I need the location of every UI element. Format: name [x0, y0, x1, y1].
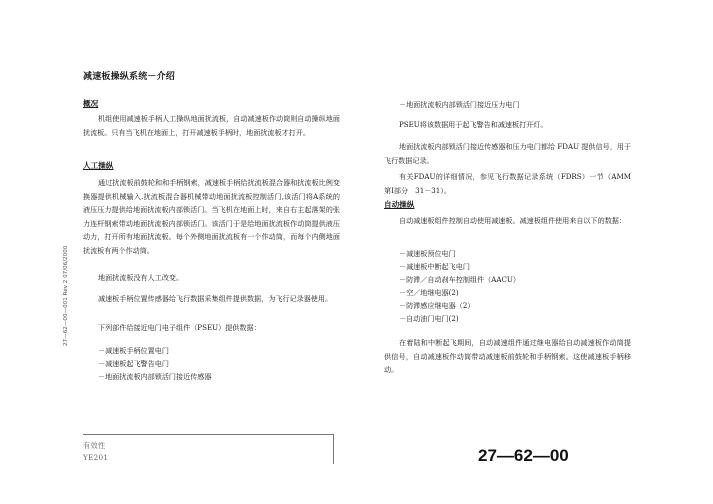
heading-manual-operation: 人工操纵 [83, 161, 114, 170]
list-item: －空／地继电器(2) [399, 288, 459, 297]
page-title: 减速板操纵系统－介绍 [83, 72, 176, 82]
margin-document-code: 27—62—00—001 Rev 2 07/06/2000 [63, 245, 69, 346]
effectivity-value: YE201 [83, 453, 109, 462]
list-item: －地面扰流板内部锁活门接近传感器 [98, 372, 212, 381]
list-item: －自动油门电门(2) [399, 314, 459, 323]
list-item: －减速板起飞警告电门 [98, 359, 169, 368]
footer-effectivity [83, 440, 108, 464]
paragraph-overview: 机组使用减速板手柄人工操纵地面扰流板，自动减速板作动筒则自动操纵地面扰流板。只有当飞机在地面上，打开减速板手柄时，地面扰流板才打开。 [83, 114, 340, 137]
list-item: －减速板中断起飞电门 [399, 262, 470, 271]
paragraph-position-sensor: 减速板手柄位置传感器给飞行数据采集组件提供数据，为飞行记录器使用。 [98, 294, 333, 303]
list-item: －防滞感应继电器（2） [399, 301, 475, 310]
paragraph-fdau: 地面扰流板内部锁活门接近传感器和压力电门都给 FDAU 提供信号，用于飞行数据记录。 [384, 142, 631, 165]
paragraph-manual-operation: 通过扰流板前鼓轮和和手柄钢索，减速板手柄给扰流板混合器和扰流板比例变换器提供机械输入.扰流板混合器机械带动地面扰流板控制活门,该活门将A系统的液压压力提供给地面扰流板内部锁活门。当飞机在地面上时，来自右主起落架的张力连杆钢索带动地面扰流板内部锁活门。该活门于是给地面扰流板作动筒提供液压动力，打开所有地面扰流板。每个外侧地面扰流板有一个作动筒，而每个内侧地面扰流板有两个作动筒。 [83, 178, 340, 255]
list-item: －减速板预位电门 [399, 249, 456, 258]
paragraph-pseu-use: PSEU将该数据用于起飞警告和减速板打开灯。 [399, 120, 548, 129]
footer-divider [83, 434, 333, 435]
footer-divider-vertical [333, 434, 334, 464]
paragraph-pseu-inputs: 下列部件给接近电门电子组件（PSEU）提供数据： [98, 323, 261, 332]
paragraph-landing-operation: 在着陆和中断起飞期间，自动减速组件通过继电器给自动减速板作动筒提供信号，自动减速板作动筒带动减速板前鼓轮和手柄钢索。这使减速板手柄移动。 [384, 338, 631, 374]
heading-overview: 概况 [83, 99, 99, 108]
list-item: －地面扰流板内部锁活门接近压力电门 [399, 100, 520, 109]
paragraph-fdrs-reference: 有关FDAU的详细情况，参见飞行数据记录系统（FDRS）一节（AMM第Ⅰ部分 31－31）。 [384, 172, 631, 195]
page-number: 27—62—00 [478, 446, 569, 465]
paragraph-no-manual-change: 地面扰流板没有人工改变。 [98, 273, 184, 282]
heading-auto-operation: 自动操纵 [384, 200, 415, 209]
effectivity-label: 有效性 [83, 441, 106, 450]
list-item: －防滞／自动刹车控制组件（AACU） [399, 275, 520, 284]
paragraph-auto-operation: 自动减速板组件控制自动使用减速板。减速板组件使用来自以下的数据： [399, 216, 626, 225]
list-item: －减速板手柄位置电门 [98, 346, 169, 355]
